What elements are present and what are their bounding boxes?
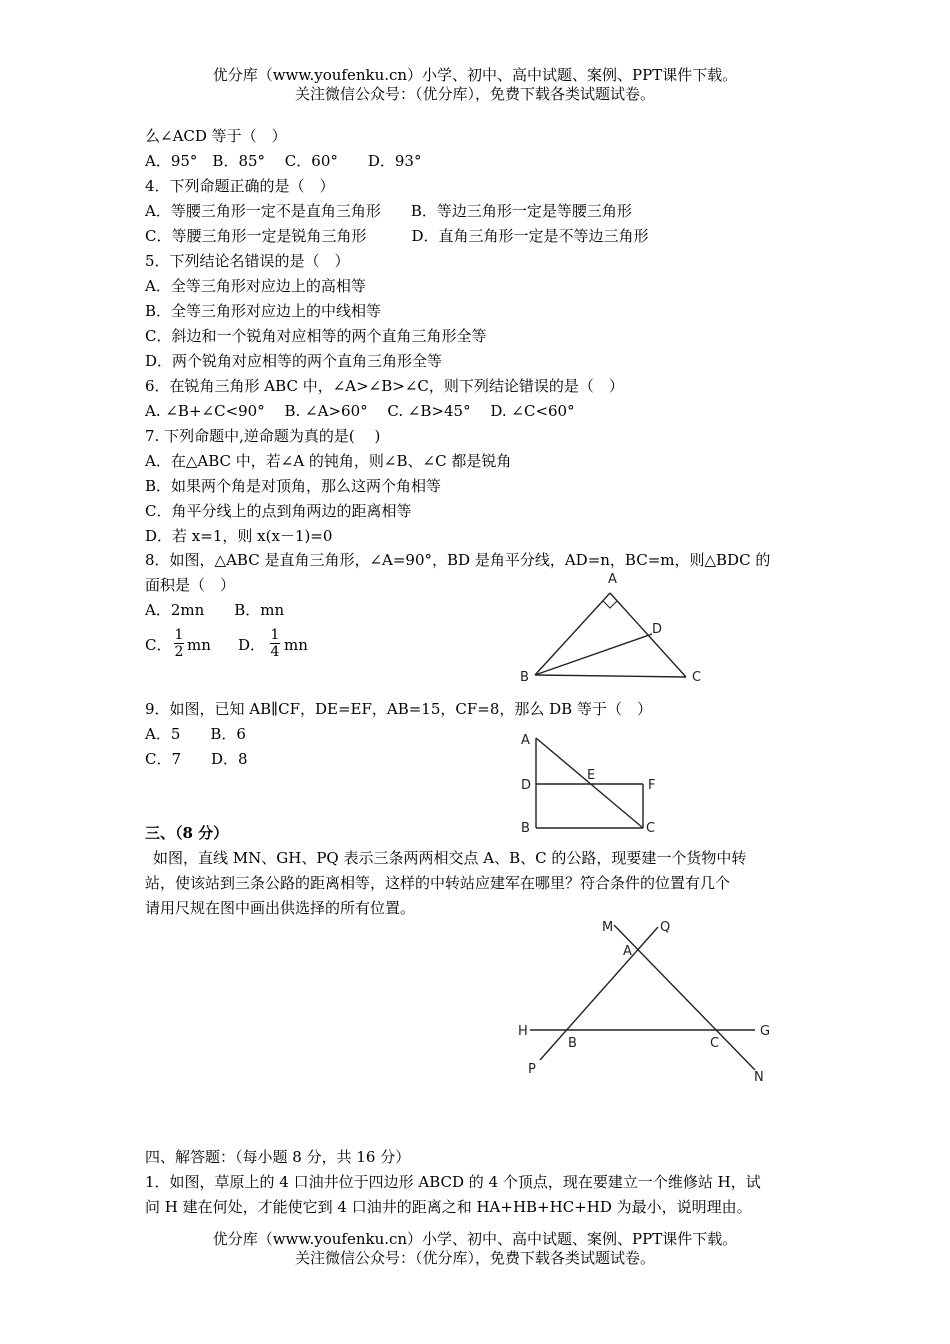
- fig3-label-n: N: [754, 1070, 764, 1085]
- q9-figure: [515, 728, 675, 838]
- fig3-label-b: B: [568, 1036, 577, 1051]
- page-header-line-2: 关注微信公众号：（优分库），免费下载各类试题试卷。: [294, 85, 655, 103]
- q8-triangle-figure: [510, 565, 720, 690]
- q4-options-ab: A．等腰三角形一定不是直角三角形 B．等边三角形一定是等腰三角形: [145, 202, 632, 220]
- q8-d-denominator: 4: [270, 644, 280, 660]
- q5-stem: 5．下列结论名错误的是（ ）: [145, 252, 350, 270]
- q8-option-d-label: D．: [238, 636, 266, 654]
- q8-option-c-fraction: [172, 627, 186, 660]
- q9-label-e: E: [587, 768, 596, 783]
- road-mn: [614, 925, 755, 1070]
- q7-option-d: D．若 x=1，则 x(x－1)=0: [145, 527, 333, 545]
- q9-label-f: F: [648, 778, 656, 793]
- section-3-paragraph-line-3: 请用尺规在图中画出供选择的所有位置。: [145, 899, 416, 917]
- q3-options: A．95° B．85° C．60° D．93°: [145, 152, 422, 170]
- q8-option-d-unit: mn: [284, 636, 308, 654]
- q8-stem-line-1: 8．如图，△ABC 是直角三角形，∠A=90°，BD 是角平分线，AD=n，BC=m，则△BDC 的: [145, 551, 771, 569]
- section-4-title: 四、解答题：（每小题 8 分，共 16 分）: [145, 1148, 411, 1166]
- q9-segment-ac: [536, 738, 643, 828]
- q8-stem-line-2: 面积是（ ）: [145, 576, 236, 594]
- q5-option-d: D．两个锐角对应相等的两个直角三角形全等: [145, 352, 443, 370]
- fig3-label-g: G: [760, 1024, 771, 1039]
- q8-right-angle-mark: [603, 601, 617, 608]
- q7-option-a: A．在△ABC 中，若∠A 的钝角，则∠B、∠C 都是锐角: [145, 452, 512, 470]
- q8-label-b: B: [520, 670, 529, 685]
- fig3-label-p: P: [528, 1062, 536, 1077]
- section-4-question-1-line-1: 1．如图，草原上的 4 口油井位于四边形 ABCD 的 4 个顶点，现在要建立一个维修站 H，试: [145, 1173, 761, 1191]
- q9-label-b: B: [521, 821, 530, 836]
- q6-stem: 6．在锐角三角形 ABC 中，∠A>∠B>∠C，则下列结论错误的是（ ）: [145, 377, 624, 395]
- q8-segment-ab: [535, 593, 610, 675]
- fig3-label-m: M: [602, 920, 614, 935]
- road-pq: [540, 927, 658, 1060]
- q8-label-a: A: [608, 572, 617, 587]
- q5-option-b: B．全等三角形对应边上的中线相等: [145, 302, 382, 320]
- q6-options: A. ∠B+∠C<90° B. ∠A>60° C. ∠B>45° D. ∠C<60°: [145, 402, 575, 420]
- page-header-line-1: 优分库（www.youfenku.cn）小学、初中、高中试题、案例、PPT课件下载。: [212, 66, 738, 84]
- q4-options-cd: C．等腰三角形一定是锐角三角形 D．直角三角形一定是不等边三角形: [145, 227, 649, 245]
- fig3-label-h: H: [518, 1024, 528, 1039]
- q8-label-c: C: [692, 670, 702, 685]
- q8-label-d: D: [652, 622, 663, 637]
- q9-label-d: D: [521, 778, 532, 793]
- q5-option-a: A．全等三角形对应边上的高相等: [145, 277, 366, 295]
- fig3-label-a: A: [623, 944, 632, 959]
- q7-option-b: B．如果两个角是对顶角，那么这两个角相等: [145, 477, 442, 495]
- q8-segment-bc: [535, 675, 686, 677]
- q8-option-c-label: C．: [145, 636, 172, 654]
- page-footer-line-2: 关注微信公众号：（优分库），免费下载各类试题试卷。: [294, 1249, 655, 1267]
- q9-stem: 9．如图，已知 AB∥CF，DE=EF，AB=15，CF=8，那么 DB 等于（ ）: [145, 700, 652, 718]
- q8-option-d-fraction: [268, 627, 282, 660]
- section-3-paragraph-line-2: 站，使该站到三条公路的距离相等，这样的中转站应建军在哪里？符合条件的位置有几个: [145, 874, 731, 892]
- q8-c-denominator: 2: [174, 644, 184, 660]
- q9-label-a: A: [521, 733, 530, 748]
- fig3-label-c: C: [710, 1036, 720, 1051]
- q7-option-c: C．角平分线上的点到角两边的距离相等: [145, 502, 412, 520]
- q8-c-numerator: 1: [174, 627, 184, 643]
- section-4-question-1-line-2: 问 H 建在何处，才能使它到 4 口油井的距离之和 HA+HB+HC+HD 为最小，说明理由。: [145, 1198, 752, 1216]
- q9-options-cd: C．7 D．8: [145, 750, 248, 768]
- q8-d-numerator: 1: [270, 627, 280, 643]
- q8-options-ab: A．2mn B．mn: [145, 601, 285, 619]
- q5-option-c: C．斜边和一个锐角对应相等的两个直角三角形全等: [145, 327, 487, 345]
- fig3-label-q: Q: [660, 920, 671, 935]
- q8-segment-bd: [535, 634, 652, 675]
- q3-stem-tail: 么∠ACD 等于（ ）: [145, 127, 287, 145]
- section-3-paragraph-line-1: 如图，直线 MN、GH、PQ 表示三条两两相交点 A、B、C 的公路，现要建一个货物中转: [153, 849, 747, 867]
- section-3-title: 三、（8 分）: [145, 824, 229, 842]
- q8-option-c-unit: mn: [187, 636, 211, 654]
- q9-options-ab: A．5 B．6: [145, 725, 246, 743]
- page-footer-line-1: 优分库（www.youfenku.cn）小学、初中、高中试题、案例、PPT课件下载。: [212, 1230, 738, 1248]
- q7-stem: 7. 下列命题中,逆命题为真的是( ): [145, 427, 381, 445]
- q9-label-c: C: [646, 821, 656, 836]
- q4-stem: 4．下列命题正确的是（ ）: [145, 177, 335, 195]
- section-3-roads-figure: [510, 915, 780, 1085]
